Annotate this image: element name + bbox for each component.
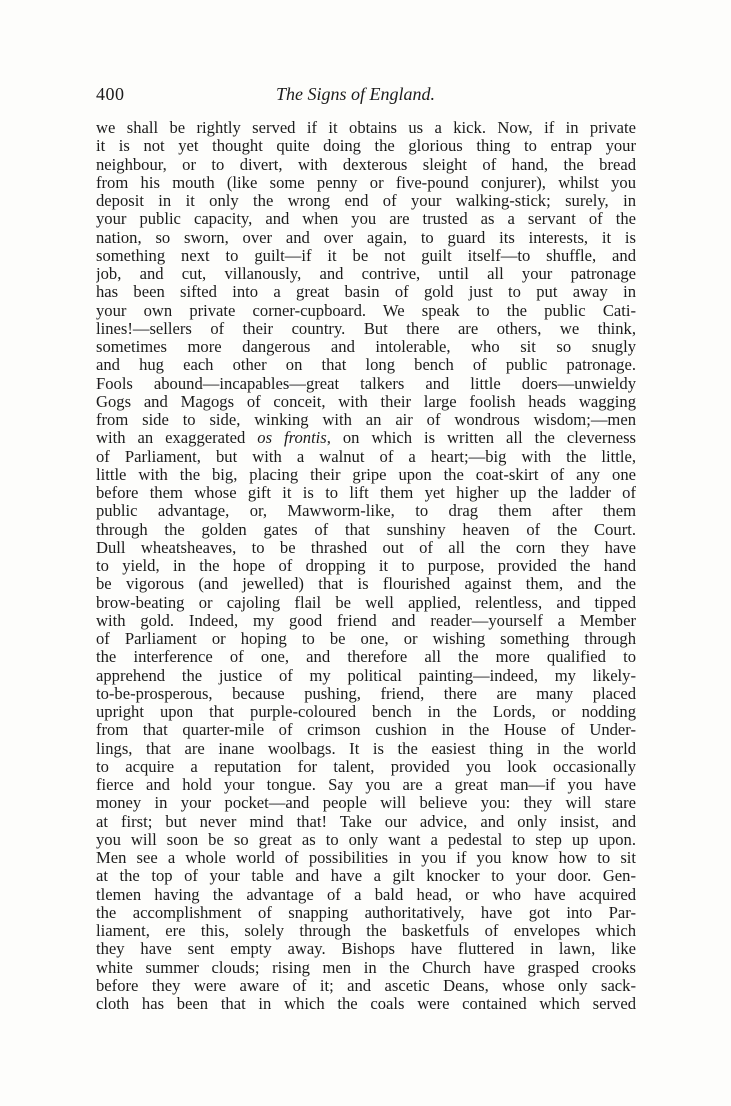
- text-line: cloth has been that in which the coals were contained which served: [96, 995, 636, 1013]
- text-line: with an exaggerated os frontis, on which is written all the cleverness: [96, 429, 636, 448]
- text-line: they have sent empty away. Bishops have fluttered in lawn, like: [96, 940, 636, 959]
- text-line: job, and cut, villanously, and contrive, until all your patronage: [96, 265, 636, 283]
- text-line: before them whose gift it is to lift them yet higher up the ladder of: [96, 484, 636, 502]
- page-number: 400: [96, 84, 125, 104]
- text-line: to acquire a reputation for talent, provided you look occasionally: [96, 757, 636, 776]
- text-line: nation, so sworn, over and over again, to guard its interests, it is: [96, 228, 636, 247]
- text-line: the accomplishment of snapping authoritatively, have got into Par-: [96, 903, 636, 922]
- text-line: to-be-prosperous, because pushing, friend, there are many placed: [96, 684, 636, 703]
- text-line: liament, ere this, solely through the basketfuls of envelopes which: [96, 922, 636, 940]
- text-line: from that quarter-mile of crimson cushion in the House of Under-: [96, 721, 636, 740]
- text-line: to yield, in the hope of dropping it to purpose, provided the hand: [96, 557, 636, 575]
- text-line: something next to guilt—if it be not guilt itself—to shuffle, and: [96, 246, 636, 265]
- text-line: with gold. Indeed, my good friend and reader—yourself a Member: [96, 611, 636, 630]
- text-line: at the top of your table and have a gilt knocker to your door. Gen-: [96, 867, 636, 886]
- text-line: fierce and hold your tongue. Say you are a great man—if you have: [96, 776, 636, 794]
- page-header: [96, 84, 636, 108]
- text-line: you will soon be so great as to only want a pedestal to step up upon.: [96, 830, 636, 849]
- body-text: [96, 119, 636, 1013]
- text-line: public advantage, or, Mawworm-like, to drag them after them: [96, 502, 636, 521]
- text-line: deposit in it only the wrong end of your walking-stick; surely, in: [96, 192, 636, 210]
- text-line: before they were aware of it; and ascetic Deans, whose only sack-: [96, 976, 636, 995]
- text-line: through the golden gates of that sunshiny heaven of the Court.: [96, 520, 636, 539]
- text-line: from side to side, winking with an air of wondrous wisdom;—men: [96, 411, 636, 429]
- text-line: Dull wheatsheaves, to be thrashed out of all the corn they have: [96, 538, 636, 557]
- text-line: the interference of one, and therefore all the more qualified to: [96, 648, 636, 667]
- text-line: and hug each other on that long bench of public patronage.: [96, 356, 636, 375]
- text-line: it is not yet thought quite doing the glorious thing to entrap your: [96, 137, 636, 156]
- text-line: Men see a whole world of possibilities in you if you know how to sit: [96, 849, 636, 867]
- text-line: has been sifted into a great basin of gold just to put away in: [96, 283, 636, 302]
- text-line: brow-beating or cajoling flail be well applied, relentless, and tipped: [96, 593, 636, 612]
- text-line: little with the big, placing their gripe upon the coat-skirt of any one: [96, 465, 636, 484]
- text-line: neighbour, or to divert, with dexterous sleight of hand, the bread: [96, 155, 636, 174]
- text-line: money in your pocket—and people will believe you: they will stare: [96, 794, 636, 813]
- text-line: your public capacity, and when you are trusted as a servant of the: [96, 210, 636, 229]
- text-line: tlemen having the advantage of a bald head, or who have acquired: [96, 885, 636, 904]
- text-line: of Parliament, but with a walnut of a heart;—big with the little,: [96, 447, 636, 466]
- text-line: lines!—sellers of their country. But there are others, we think,: [96, 319, 636, 338]
- running-title: The Signs of England.: [276, 84, 436, 104]
- text-line: white summer clouds; rising men in the Church have grasped crooks: [96, 958, 636, 977]
- text-line: of Parliament or hoping to be one, or wishing something through: [96, 630, 636, 648]
- text-line: apprehend the justice of my political painting—indeed, my likely-: [96, 666, 636, 685]
- text-line: sometimes more dangerous and intolerable, who sit so snugly: [96, 338, 636, 356]
- text-line: Fools abound—incapables—great talkers and little doers—unwieldy: [96, 374, 636, 393]
- text-line: be vigorous (and jewelled) that is flourished against them, and the: [96, 575, 636, 594]
- text-line: from his mouth (like some penny or five-pound conjurer), whilst you: [96, 173, 636, 192]
- text-line: upright upon that purple-coloured bench in the Lords, or nodding: [96, 703, 636, 721]
- text-line: your own private corner-cupboard. We speak to the public Cati-: [96, 301, 636, 320]
- text-line: at first; but never mind that! Take our advice, and only insist, and: [96, 812, 636, 831]
- text-line: we shall be rightly served if it obtains us a kick. Now, if in private: [96, 119, 636, 137]
- text-line: Gogs and Magogs of conceit, with their large foolish heads wagging: [96, 392, 636, 411]
- text-line: lings, that are inane woolbags. It is the easiest thing in the world: [96, 739, 636, 758]
